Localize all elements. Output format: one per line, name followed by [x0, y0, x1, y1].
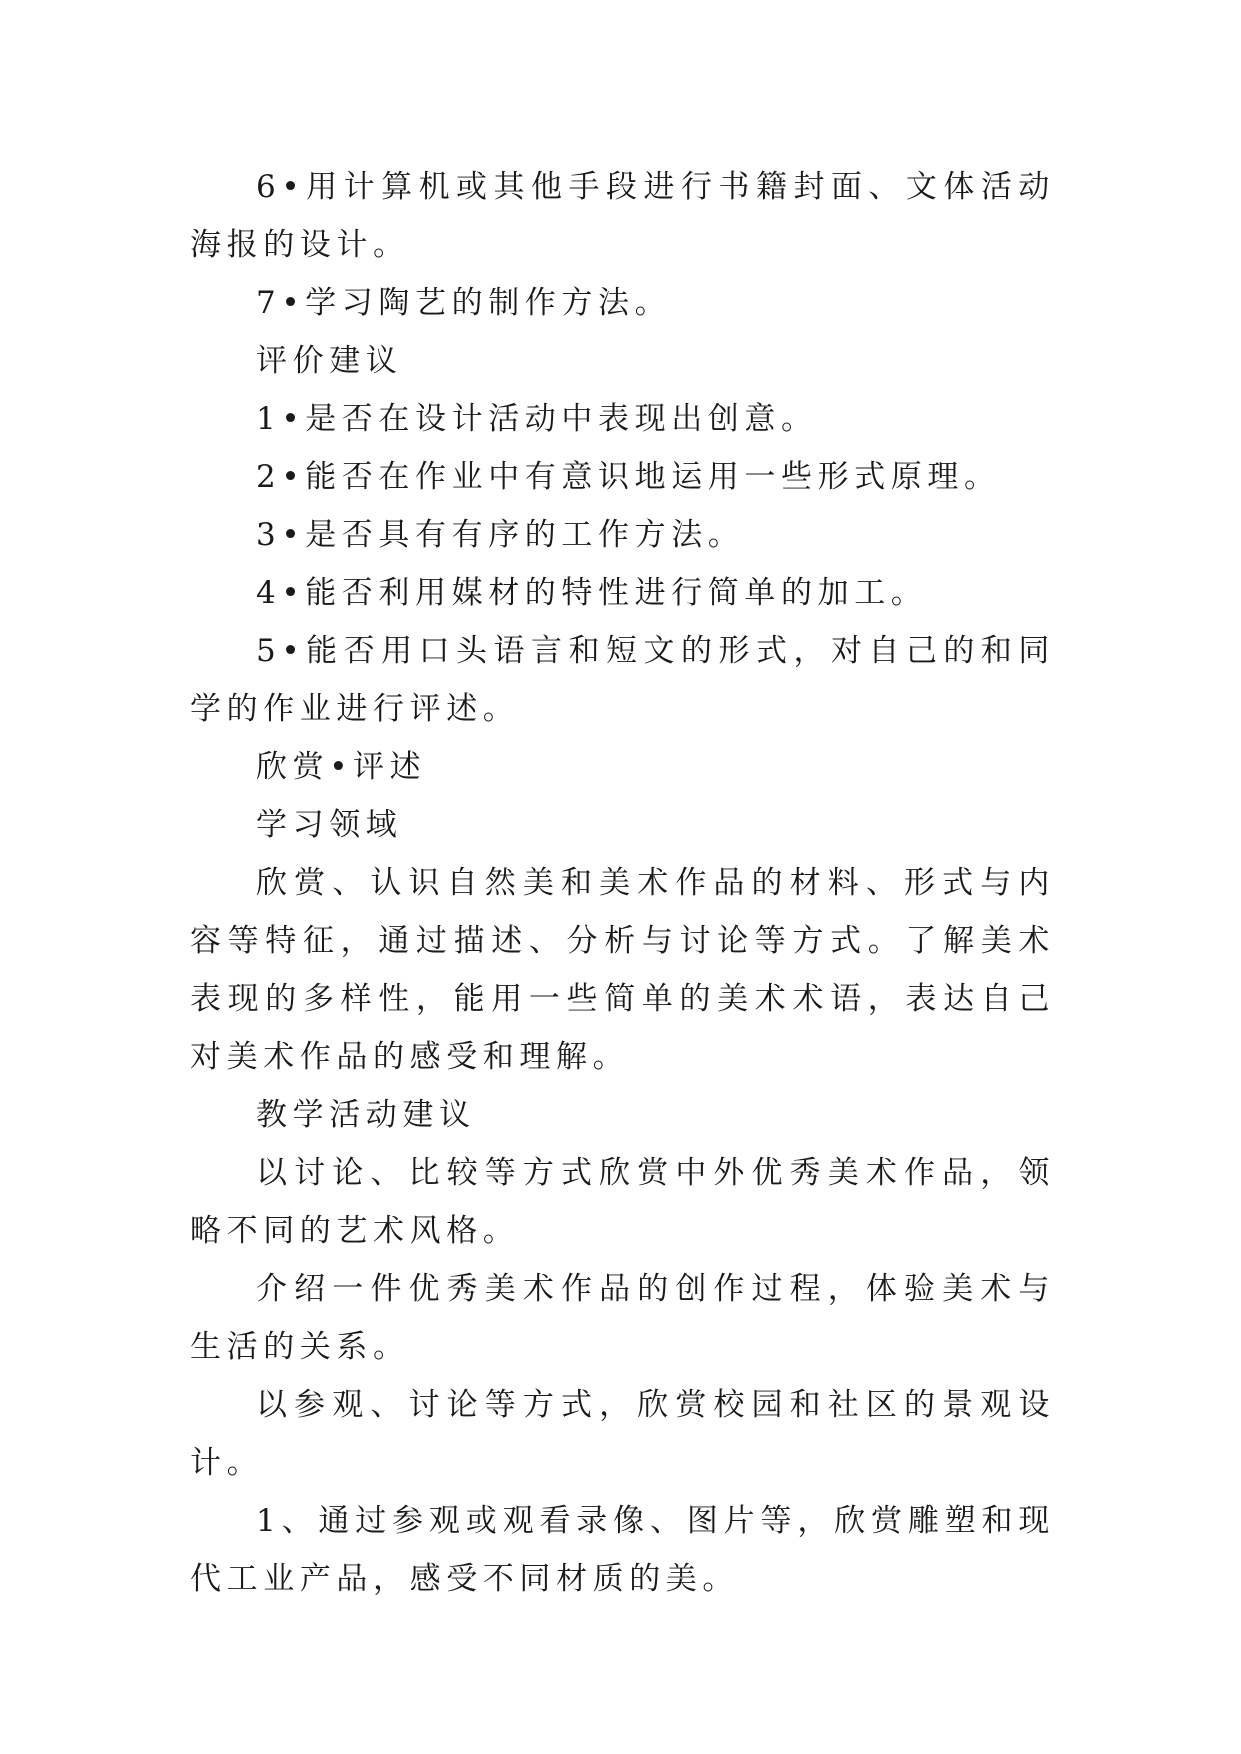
section-heading-appreciation: 欣赏•评述 — [256, 749, 427, 785]
evaluation-item-3: 3•是否具有有序的工作方法。 — [256, 517, 745, 553]
document-body — [190, 158, 1055, 1608]
subheading-teaching-activities: 教学活动建议 — [256, 1097, 476, 1133]
subheading-learning-domain: 学习领域 — [256, 807, 403, 843]
evaluation-item-5: 5•能否用口头语言和短文的形式，对自己的和同学的作业进行评述。 — [190, 633, 1055, 727]
paragraph-item-6-design: 6•用计算机或其他手段进行书籍封面、文体活动海报的设计。 — [190, 169, 1055, 263]
paragraph-item-7-pottery: 7•学习陶艺的制作方法。 — [256, 285, 672, 321]
evaluation-item-1: 1•是否在设计活动中表现出创意。 — [256, 401, 818, 437]
learning-domain-description: 欣赏、认识自然美和美术作品的材料、形式与内容等特征，通过描述、分析与讨论等方式。了解美术表现的多样性，能用一些简单的美术术语，表达自己对美术作品的感受和理解。 — [190, 865, 1055, 1075]
section-heading-evaluation: 评价建议 — [256, 343, 403, 379]
evaluation-item-2: 2•能否在作业中有意识地运用一些形式原理。 — [256, 459, 1001, 495]
activity-paragraph-creation-process: 介绍一件优秀美术作品的创作过程，体验美术与生活的关系。 — [190, 1271, 1055, 1365]
activity-paragraph-landscape: 以参观、讨论等方式，欣赏校园和社区的景观设计。 — [190, 1387, 1055, 1481]
evaluation-item-4: 4•能否利用媒材的特性进行简单的加工。 — [256, 575, 928, 611]
activity-item-1-sculpture: 1、通过参观或观看录像、图片等，欣赏雕塑和现代工业产品，感受不同材质的美。 — [190, 1503, 1055, 1597]
activity-paragraph-compare: 以讨论、比较等方式欣赏中外优秀美术作品，领略不同的艺术风格。 — [190, 1155, 1055, 1249]
